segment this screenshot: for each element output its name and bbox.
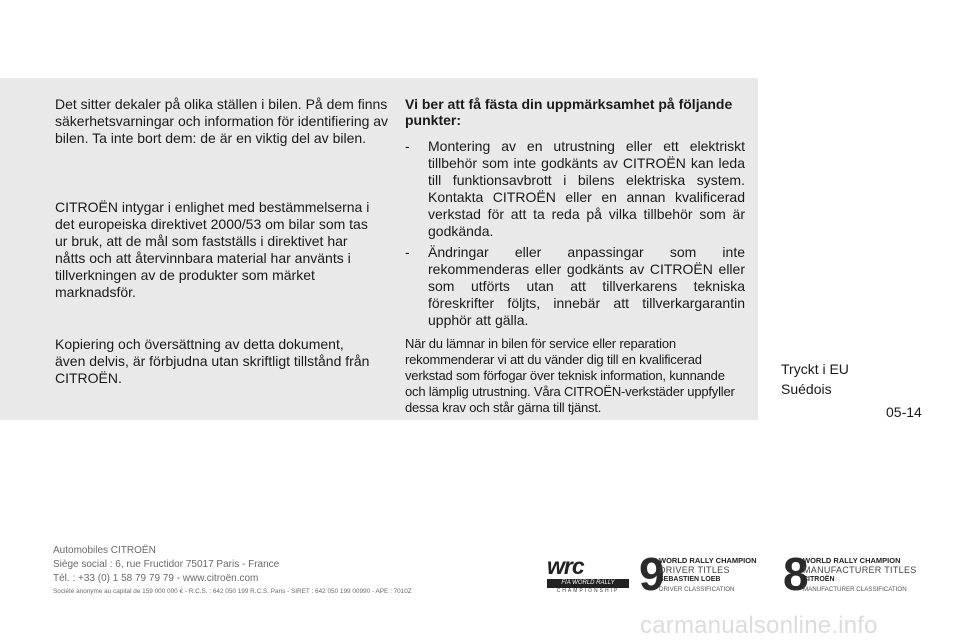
- attention-list: [405, 138, 745, 329]
- company-info: [53, 544, 412, 597]
- driver-badge-line2: DRIVER TITLES: [659, 564, 730, 575]
- driver-titles-badge: [639, 548, 789, 600]
- manufacturer-titles-number: 8: [783, 548, 809, 600]
- right-column: [405, 96, 745, 429]
- manufacturer-badge-line4: MANUFACTURER CLASSIFICATION: [803, 585, 907, 593]
- company-address: Siège social : 6, rue Fructidor 75017 Paris - France: [53, 559, 280, 570]
- manufacturer-badge-line3: CITROËN: [803, 576, 835, 583]
- list-dash: -: [405, 138, 410, 154]
- driver-badge-line1: WORLD RALLY CHAMPION: [659, 556, 757, 565]
- list-item: [405, 138, 745, 240]
- attention-heading: Vi ber att få fästa din uppmärksamhet på följande punkter:: [405, 96, 733, 128]
- wrc-logo-word: wrc: [547, 553, 584, 579]
- company-name: Automobiles CITROËN: [53, 545, 156, 556]
- site-watermark: carmanualsonline.info: [640, 612, 878, 639]
- list-item-text: Montering av en utrustning eller ett elektriskt tillbehör som inte godkänts av CITROËN kan leda till funktionsavbrott i bilens elektriska system. Kontakta CITROËN eller en annan kvalificerad verkstad för att ta reda på vilka tillbehör som är godkända.: [428, 138, 745, 239]
- stickers-paragraph: Det sitter dekaler på olika ställen i bilen. På dem finns säkerhetsvarningar och information för identifiering av bilen. Ta inte bort dem: de är en viktig del av bilen.: [55, 96, 389, 146]
- list-dash: -: [405, 244, 410, 260]
- wrc-logo: [547, 555, 629, 595]
- driver-badge-line4: DRIVER CLASSIFICATION: [659, 585, 735, 593]
- company-legal: Société anonyme au capital de 159 000 000 € - R.C.S. : 642 050 199 R.C.S. Paris - SIRET : 642 050 199 00990 - APE : 7010Z: [53, 588, 412, 595]
- driver-badge-line3: SEBASTIEN LOEB: [659, 576, 721, 583]
- manufacturer-badge-line2: MANUFACTURER TITLES: [803, 564, 917, 575]
- company-phone: Tél. : +33 (0) 1 58 79 79 79 - www.citroën.com: [53, 573, 259, 584]
- printed-in: Tryckt i EU: [781, 361, 849, 377]
- driver-titles-number: 9: [639, 548, 665, 600]
- recycling-paragraph: CITROËN intygar i enlighet med bestämmelserna i det europeiska direktivet 2000/53 om bilar som tas ur bruk, att de mål som fastställs i direktivet har nåtts och att återvinnbara material har använts i tillverkningen av de produkter som märket marknadsför.: [55, 199, 370, 300]
- wrc-logo-bar: FIA WORLD RALLY: [547, 579, 629, 588]
- language-label: Suédois: [781, 381, 832, 397]
- wrc-logo-sub: CHAMPIONSHIP: [556, 588, 620, 594]
- manufacturer-badge-line1: WORLD RALLY CHAMPION: [803, 556, 901, 565]
- page-number: 05-14: [886, 404, 922, 420]
- copyright-paragraph: Kopiering och översättning av detta dokument, även delvis, är förbjudna utan skriftligt tillstånd från CITROËN.: [55, 336, 370, 386]
- service-note: När du lämnar in bilen för service eller reparation rekommenderar vi att du vänder dig till en kvalificerad verkstad som förfogar över teknisk information, kunnande och lämplig utrustning. Våra CITROËN-verkstäder uppfyller dessa krav och står gärna till tjänst.: [405, 336, 735, 415]
- rally-logos: [547, 548, 951, 600]
- list-item: [405, 244, 745, 329]
- manufacturer-titles-badge: [783, 548, 953, 600]
- list-item-text: Ändringar eller anpassingar som inte rekommenderas eller godkänts av CITROËN eller som utförts utan att tillverkarens tekniska föreskrifter följts, innebär att tillverkargarantin upphör att gälla.: [428, 244, 745, 328]
- print-info: [781, 359, 849, 399]
